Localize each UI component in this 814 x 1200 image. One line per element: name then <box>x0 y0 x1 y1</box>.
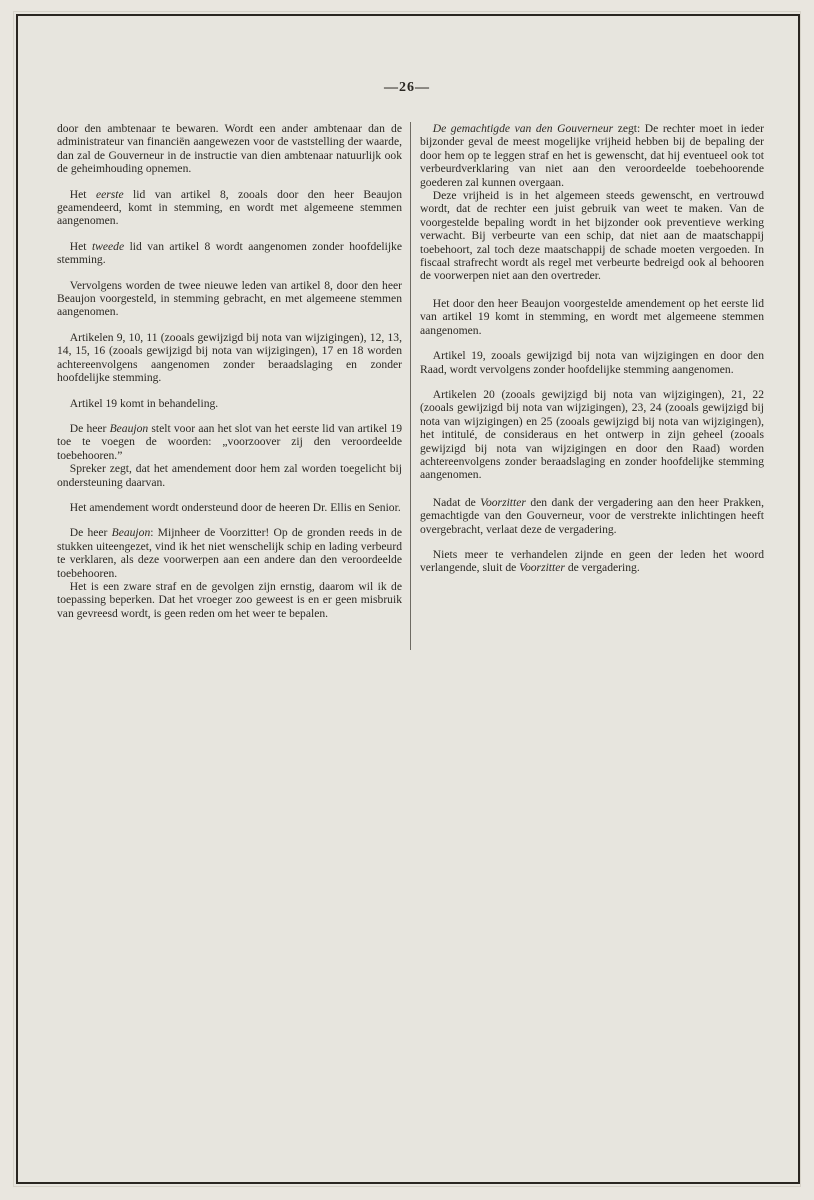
paragraph <box>57 462 402 489</box>
text-run: De heer <box>69 421 110 435</box>
emphasis-text: Voorzitter <box>519 561 565 575</box>
paragraph <box>57 580 402 620</box>
paragraph-text: Het amendement wordt ondersteund door de heeren Dr. Ellis en Senior. <box>69 500 401 514</box>
text-run: den dank der vergadering aan den heer Prakken, gemachtigde van den Gouverneur, voor de verstrekte inlichtingen heeft overgebracht, verlaat deze de vergadering. <box>420 495 764 536</box>
paragraph <box>57 279 402 319</box>
paragraph <box>57 526 402 580</box>
paragraph <box>57 422 402 462</box>
emphasis-text: De gemachtigde van den Gouverneur <box>432 122 614 135</box>
emphasis-text: Beaujon <box>111 526 151 540</box>
paragraph-text: Spreker zegt, dat het amendement door hem zal worden toegelicht bij ondersteuning daarvan. <box>57 462 402 489</box>
column-divider <box>410 122 411 650</box>
paragraph <box>57 331 402 385</box>
paragraph-text: Artikelen 9, 10, 11 (zooals gewijzigd bij nota van wijzigingen), 12, 13, 14, 15, 16 (zooals gewijzigd bij nota van wijzigingen), 17 en 18 worden achtereenvolgens aangenomen zonder beraadslaging en zonder hoofdelijke stemming. <box>57 330 402 385</box>
right-column <box>420 122 764 587</box>
left-column <box>57 122 402 632</box>
paragraph <box>420 297 764 337</box>
paragraph <box>420 122 764 189</box>
text-run: Nadat de <box>432 495 481 509</box>
emphasis-text: Voorzitter <box>480 495 526 509</box>
paragraph <box>57 122 402 176</box>
text-run: : Mijnheer de Voorzitter! Op de gronden reeds in de stukken uiteengezet, vind ik het niet wenschelijk schip en lading verbeurd te verklaren, als deze voorwerpen aan een andere dan den veroordeelde toebehooren. <box>57 526 402 580</box>
paragraph <box>420 548 764 575</box>
paragraph-text: Deze vrijheid is in het algemeen steeds gewenscht, en vertrouwd wordt, dat de rechter een juist gebruik van weet te maken. Van de voorgestelde bepaling wordt in het bijzonder ook preventieve werking verwacht. Bij verbeurte van een schip, dat niet aan de maatschappij toebehoort, zal toch deze maatschappij de schade moeten vergoeden. In fiscaal strafrecht wordt als regel met verbeurte bedreigd ook al behooren de voorwerpen niet aan den overtreder. <box>420 189 764 283</box>
text-run: Het <box>69 239 92 253</box>
emphasis-text: eerste <box>95 187 124 201</box>
paragraph <box>420 496 764 536</box>
text-run: lid van artikel 8, zooals door den heer Beaujon geamendeerd, komt in stemming, en wordt met algemeene stemmen aangenomen. <box>57 187 403 228</box>
paragraph-text: Artikel 19, zooals gewijzigd bij nota van wijzigingen en door den Raad, wordt vervolgens zonder hoofdelijke stemming aangenomen. <box>420 349 764 376</box>
emphasis-text: tweede <box>91 239 125 253</box>
paragraph <box>420 189 764 283</box>
text-run: zegt: De rechter moet in ieder bijzonder geval de meest mogelijke vrijheid hebben bij de bepaling der door hem op te leggen straf en het is gewenscht, dat hij eventueel ook tot verbeurdverklaring van niet aan den veroordeelde toebehoorende goederen zal kunnen overgaan. <box>420 122 764 189</box>
paragraph-text: Het door den heer Beaujon voorgestelde amendement op het eerste lid van artikel 19 komt in stemming, en wordt met algemeene stemmen aangenomen. <box>420 296 764 337</box>
paragraph-text: Artikelen 20 (zooals gewijzigd bij nota van wijzigingen), 21, 22 (zooals gewijzigd bij nota van wijzigingen), 23, 24 (zooals gewijzigd bij nota van wijzigingen) en 25 (zooals gewijzigd bij nota van wijzigingen), het intitulé, de consideraus en het ontwerp in zijn geheel (zooals gewijzigd bij nota van wijzigingen en door den Raad) worden achtereenvolgens zonder beraadslaging en zonder hoofdelijke stemming aangenomen. <box>420 387 764 482</box>
emphasis-text: Beaujon <box>109 421 149 435</box>
paragraph <box>57 397 402 410</box>
text-run: de vergadering. <box>564 561 640 575</box>
paragraph <box>57 501 402 514</box>
text-run: De heer <box>69 526 112 540</box>
paragraph-text: Artikel 19 komt in behandeling. <box>69 396 219 410</box>
paragraph <box>57 188 402 228</box>
text-run: lid van artikel 8 wordt aangenomen zonder hoofdelijke stemming. <box>57 239 402 267</box>
text-run: stelt voor aan het slot van het eerste lid van artikel 19 toe te voegen de woorden: „voorzoover zij den veroordeelde toebehooren.” <box>57 421 403 462</box>
text-run: Niets meer te verhandelen zijnde en geen der leden het woord verlangende, sluit de <box>420 547 764 575</box>
paragraph-text: Het is een zware straf en de gevolgen zijn ernstig, daarom wil ik de toepassing beperken. Dat het vroeger zoo geweest is en er geen misbruik van gevreesd wordt, is geen reden om het weer te bepalen. <box>57 579 402 620</box>
paragraph <box>420 388 764 482</box>
text-run: Het <box>69 187 96 201</box>
paragraph-text: Vervolgens worden de twee nieuwe leden van artikel 8, door den heer Beaujon voorgesteld, in stemming gebracht, en met algemeene stemmen aangenomen. <box>57 278 402 319</box>
page-number: —26— <box>384 80 430 95</box>
paragraph <box>57 240 402 267</box>
paragraph <box>420 349 764 376</box>
paragraph-text: door den ambtenaar te bewaren. Wordt een ander ambtenaar dan de administrateur van financiën aangewezen voor de vaststelling der waarde, dan zal de Gouverneur in de instructie van dien ambtenaar natuurlijk ook de geheimhouding opnemen. <box>57 122 402 176</box>
